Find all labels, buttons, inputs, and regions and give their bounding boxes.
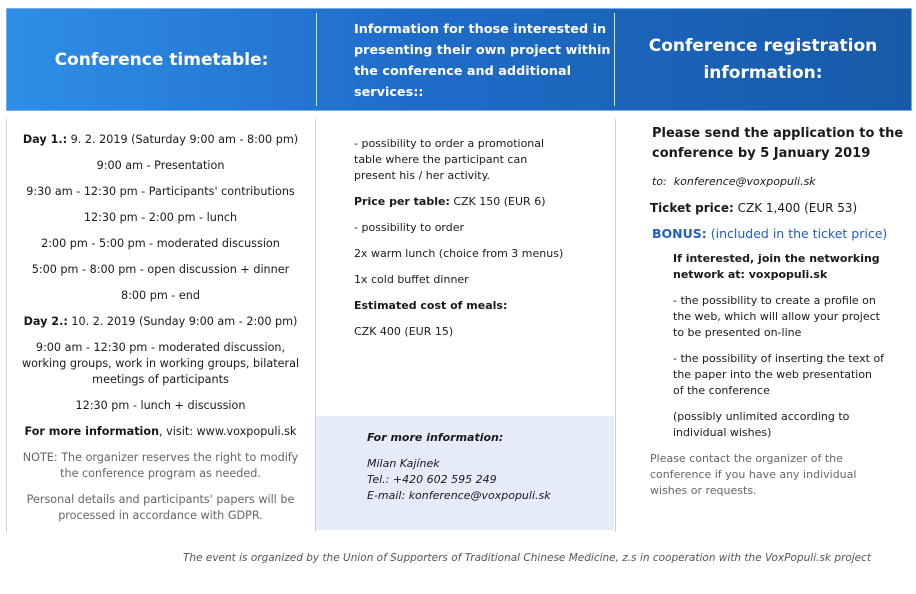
meals-cost-value: CZK 400 (EUR 15): [354, 325, 454, 338]
day1-line: Day 1.: 9. 2. 2019 (Saturday 9:00 am - 8:00 pm): [22, 133, 299, 146]
registration-heading: Conference registration information:: [648, 35, 878, 83]
application-deadline: Please send the application to the conference by 5 January 2019: [652, 126, 904, 161]
schedule-item: 5:00 pm - 8:00 pm - open discussion + dinner: [31, 263, 290, 276]
dinner-option: 1x cold buffet dinner: [354, 273, 469, 286]
contact-title: For more information:: [367, 431, 504, 444]
project-info-heading: Information for those interested in presenting their own project within the conference and additional services::: [354, 22, 611, 100]
services-column: [316, 119, 614, 340]
schedule-item: 2:00 pm - 5:00 pm - moderated discussion: [41, 237, 280, 250]
header-bar: [6, 8, 912, 111]
contact-organizer-note: Please contact the organizer of the conference if you have any individual wishes or requests.: [650, 452, 857, 497]
networking-join: If interested, join the networking network at: voxpopuli.sk: [673, 252, 880, 281]
schedule-item: 9:00 am - 12:30 pm - moderated discussion, working groups, work in working groups, bilateral meetings of participants: [21, 341, 300, 386]
schedule-item: 9:00 am - Presentation: [96, 159, 225, 172]
organizer-footer: The event is organized by the Union of Supporters of Traditional Chinese Medicine, z.s in cooperation with the VoxPopuli.sk project: [183, 552, 872, 564]
profile-possibility: - the possibility to create a profile on the web, which will allow your project to be presented on-line: [673, 294, 880, 339]
contact-box: [316, 416, 614, 530]
timetable-heading: Conference timetable:: [54, 49, 269, 70]
unlimited-note: (possibly unlimited according to individual wishes): [673, 410, 850, 439]
ticket-price: Ticket price: CZK 1,400 (EUR 53): [650, 201, 858, 215]
contact-phone: Tel.: +420 602 595 249: [367, 473, 497, 486]
contact-email: E-mail: konference@voxpopuli.sk: [367, 489, 551, 502]
program-note: NOTE: The organizer reserves the right to modify the conference program as needed.: [22, 451, 299, 480]
schedule-item: 12:30 pm - 2:00 pm - lunch: [83, 211, 238, 224]
bonus-line: BONUS: (included in the ticket price): [652, 226, 888, 241]
timetable-column: [6, 119, 315, 524]
registration-column: [616, 119, 910, 499]
paper-possibility: - the possibility of inserting the text of the paper into the web presentation of the conference: [673, 352, 885, 397]
gdpr-note: Personal details and participants' papers will be processed in accordance with GDPR.: [26, 493, 295, 522]
lunch-option: 2x warm lunch (choice from 3 menus): [354, 247, 564, 260]
schedule-item: 12:30 pm - lunch + discussion: [75, 399, 246, 412]
meals-cost-label: Estimated cost of meals:: [354, 299, 508, 312]
order-possibility: - possibility to order: [354, 221, 465, 234]
table-price: Price per table: CZK 150 (EUR 6): [354, 195, 546, 208]
schedule-item: 9:30 am - 12:30 pm - Participants' contributions: [26, 185, 295, 198]
schedule-item: 8:00 pm - end: [121, 289, 200, 302]
promo-table-text: - possibility to order a promotional table where the participant can present his / her activity.: [354, 137, 545, 182]
application-email: to: konference@voxpopuli.sk: [652, 175, 816, 188]
contact-name: Milan Kajínek: [367, 457, 440, 470]
day2-line: Day 2.: 10. 2. 2019 (Sunday 9:00 am - 2:00 pm): [23, 315, 298, 328]
more-info-line: For more information, visit: www.voxpopuli.sk: [24, 425, 297, 438]
